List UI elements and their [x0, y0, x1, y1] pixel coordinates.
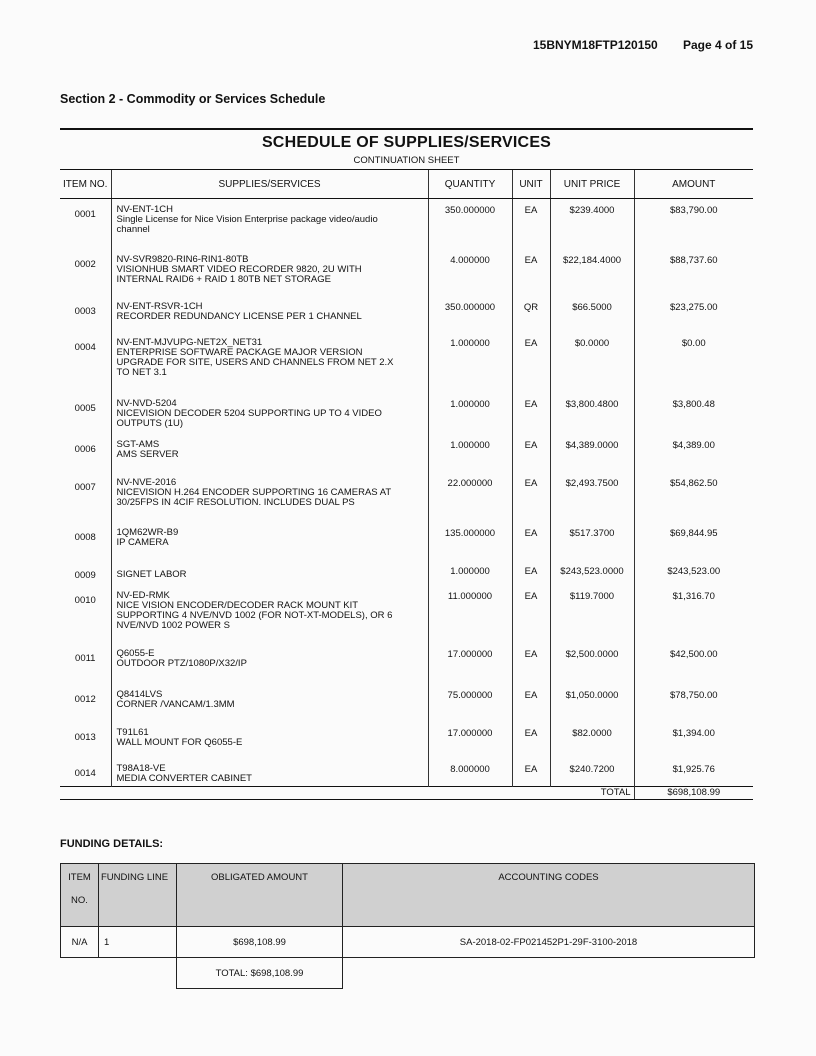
- item-quantity: 1.000000: [428, 560, 512, 585]
- item-unit: EA: [512, 758, 550, 787]
- document-number: 15BNYM18FTP120150: [533, 38, 658, 52]
- item-description: [111, 758, 428, 787]
- item-description: [111, 560, 428, 585]
- item-amount: $1,925.76: [634, 758, 753, 787]
- total-label: TOTAL: [550, 787, 634, 800]
- item-quantity: 1.000000: [428, 434, 512, 472]
- funding-line: 1: [99, 927, 177, 958]
- funding-header-row: [61, 864, 755, 927]
- funding-obligated-amount: $698,108.99: [177, 927, 343, 958]
- part-number: NV-ED-RMK: [116, 589, 170, 601]
- description-text: NICEVISION H.264 ENCODER SUPPORTING 16 CAMERAS AT 30/25FPS IN 4CIF RESOLUTION. INCLUDES DUAL PS: [116, 486, 392, 508]
- item-unit-price: $119.7000: [550, 585, 634, 643]
- part-number: NV-ENT-1CH: [116, 204, 173, 215]
- item-amount: $0.00: [634, 332, 753, 393]
- item-unit-price: $239.4000: [550, 199, 634, 249]
- description-text: ENTERPRISE SOFTWARE PACKAGE MAJOR VERSION UPGRADE FOR SITE, USERS AND CHANNELS FROM NET 2.X TO NET 3.1: [116, 346, 394, 378]
- total-row: [60, 787, 753, 800]
- table-row: [60, 522, 753, 560]
- item-description: [111, 199, 428, 249]
- description-text: CORNER /VANCAM/1.3MM: [116, 698, 235, 710]
- description-text: Single License for Nice Vision Enterprise package video/audio channel: [116, 214, 378, 235]
- item-description: [111, 722, 428, 758]
- item-unit: EA: [512, 393, 550, 434]
- supplies-table: [60, 169, 753, 800]
- item-amount: $4,389.00: [634, 434, 753, 472]
- item-unit: QR: [512, 296, 550, 332]
- item-description: [111, 296, 428, 332]
- item-unit: EA: [512, 434, 550, 472]
- description-text: VISIONHUB SMART VIDEO RECORDER 9820, 2U WITH INTERNAL RAID6 + RAID 1 80TB NET STORAGE: [116, 263, 362, 285]
- description-text: MEDIA CONVERTER CABINET: [116, 772, 252, 784]
- item-unit-price: $4,389.0000: [550, 434, 634, 472]
- item-unit: EA: [512, 472, 550, 522]
- item-description: [111, 522, 428, 560]
- table-row: [60, 199, 753, 249]
- item-unit-price: $243,523.0000: [550, 560, 634, 585]
- funding-accounting-code: SA-2018-02-FP021452P1-29F-3100-2018: [343, 927, 755, 958]
- item-quantity: 1.000000: [428, 393, 512, 434]
- item-number: 0013: [74, 731, 96, 743]
- item-unit-price: $1,050.0000: [550, 684, 634, 722]
- item-amount: $88,737.60: [634, 249, 753, 296]
- part-number: SIGNET LABOR: [116, 568, 187, 580]
- item-number: 0006: [74, 443, 96, 455]
- funding-header-line: FUNDING LINE: [99, 864, 177, 927]
- item-amount: $1,394.00: [634, 722, 753, 758]
- table-row: [60, 758, 753, 787]
- funding-header-obligated: OBLIGATED AMOUNT: [177, 864, 343, 927]
- part-number: Q8414LVS: [116, 688, 163, 700]
- item-quantity: 22.000000: [428, 472, 512, 522]
- part-number: SGT-AMS: [116, 438, 160, 450]
- table-row: [60, 472, 753, 522]
- item-unit-price: $22,184.4000: [550, 249, 634, 296]
- funding-table: [60, 863, 755, 989]
- item-unit-price: $3,800.4800: [550, 393, 634, 434]
- item-description: [111, 585, 428, 643]
- table-header-row: [60, 170, 753, 199]
- item-amount: $1,316.70: [634, 585, 753, 643]
- part-number: 1QM62WR-B9: [116, 526, 179, 538]
- description-text: NICE VISION ENCODER/DECODER RACK MOUNT KIT SUPPORTING 4 NVE/NVD 1002 (FOR NOT-XT-MODELS), OR 6 NVE/NVD 1002 POWER S: [116, 599, 393, 631]
- funding-row: [61, 927, 755, 958]
- item-quantity: 11.000000: [428, 585, 512, 643]
- item-unit-price: $240.7200: [550, 758, 634, 787]
- item-unit-price: $82.0000: [550, 722, 634, 758]
- item-quantity: 75.000000: [428, 684, 512, 722]
- item-quantity: 17.000000: [428, 722, 512, 758]
- description-text: RECORDER REDUNDANCY LICENSE PER 1 CHANNEL: [116, 310, 362, 322]
- section-title: Section 2 - Commodity or Services Schedule: [60, 92, 326, 106]
- item-amount: $243,523.00: [634, 560, 753, 585]
- table-row: [60, 722, 753, 758]
- page-number: Page 4 of 15: [683, 38, 754, 52]
- item-description: [111, 684, 428, 722]
- funding-total: TOTAL: $698,108.99: [177, 958, 343, 989]
- table-row: [60, 249, 753, 296]
- item-quantity: 17.000000: [428, 643, 512, 684]
- item-number: 0002: [74, 258, 96, 270]
- item-number: 0009: [74, 569, 96, 581]
- description-text: NICEVISION DECODER 5204 SUPPORTING UP TO 4 VIDEO OUTPUTS (1U): [116, 407, 382, 429]
- item-unit-price: $2,493.7500: [550, 472, 634, 522]
- item-description: [111, 332, 428, 393]
- funding-item: N/A: [61, 927, 99, 958]
- column-header: QUANTITY: [428, 170, 512, 199]
- item-number: 0011: [75, 652, 96, 664]
- table-row: [60, 434, 753, 472]
- item-description: [111, 434, 428, 472]
- description-text: WALL MOUNT FOR Q6055-E: [116, 736, 243, 748]
- item-number: 0003: [74, 305, 96, 317]
- table-row: [60, 332, 753, 393]
- item-number: 0014: [74, 767, 96, 779]
- item-description: [111, 393, 428, 434]
- table-row: [60, 393, 753, 434]
- item-amount: $23,275.00: [634, 296, 753, 332]
- item-quantity: 8.000000: [428, 758, 512, 787]
- item-number: 0001: [74, 209, 96, 220]
- item-number: 0005: [74, 402, 96, 414]
- table-row: [60, 585, 753, 643]
- part-number: NV-NVE-2016: [116, 476, 177, 488]
- item-unit-price: $517.3700: [550, 522, 634, 560]
- item-quantity: 4.000000: [428, 249, 512, 296]
- part-number: T91L61: [116, 726, 149, 738]
- item-quantity: 350.000000: [428, 199, 512, 249]
- item-unit: EA: [512, 522, 550, 560]
- item-amount: $78,750.00: [634, 684, 753, 722]
- schedule-title: SCHEDULE OF SUPPLIES/SERVICES: [261, 134, 552, 151]
- item-number: 0007: [74, 481, 96, 493]
- item-amount: $54,862.50: [634, 472, 753, 522]
- part-number: NV-ENT-RSVR-1CH: [116, 300, 203, 312]
- item-unit-price: $66.5000: [550, 296, 634, 332]
- item-unit: EA: [512, 332, 550, 393]
- table-row: [60, 560, 753, 585]
- item-unit-price: $2,500.0000: [550, 643, 634, 684]
- total-value: $698,108.99: [634, 787, 753, 800]
- part-number: NV-SVR9820-RIN6-RIN1-80TB: [116, 253, 249, 265]
- column-header: UNIT PRICE: [550, 170, 634, 199]
- item-amount: $69,844.95: [634, 522, 753, 560]
- item-number: 0004: [74, 341, 96, 353]
- schedule-subtitle: CONTINUATION SHEET: [353, 155, 460, 166]
- funding-details-title: FUNDING DETAILS:: [60, 838, 164, 850]
- part-number: Q6055-E: [116, 647, 155, 659]
- funding-total-row: [61, 958, 755, 989]
- item-unit: EA: [512, 249, 550, 296]
- item-quantity: 1.000000: [428, 332, 512, 393]
- item-description: [111, 249, 428, 296]
- column-header: UNIT: [512, 170, 550, 199]
- item-unit: EA: [512, 199, 550, 249]
- item-description: [111, 472, 428, 522]
- description-text: IP CAMERA: [116, 536, 169, 548]
- item-amount: $42,500.00: [634, 643, 753, 684]
- description-text: AMS SERVER: [116, 448, 179, 460]
- item-unit: EA: [512, 560, 550, 585]
- part-number: NV-NVD-5204: [116, 397, 177, 409]
- table-row: [60, 684, 753, 722]
- schedule-of-supplies: [60, 128, 753, 800]
- funding-header-accounting: ACCOUNTING CODES: [343, 864, 755, 927]
- part-number: T98A18-VE: [116, 762, 166, 774]
- item-quantity: 350.000000: [428, 296, 512, 332]
- item-amount: $3,800.48: [634, 393, 753, 434]
- column-header: ITEM NO.: [60, 170, 111, 199]
- item-number: 0012: [74, 693, 96, 705]
- item-unit-price: $0.0000: [550, 332, 634, 393]
- item-amount: $83,790.00: [634, 199, 753, 249]
- item-number: 0008: [74, 531, 96, 543]
- item-number: 0010: [74, 594, 96, 606]
- table-row: [60, 296, 753, 332]
- item-unit: EA: [512, 643, 550, 684]
- item-unit: EA: [512, 585, 550, 643]
- part-number: NV-ENT-MJVUPG-NET2X_NET31: [116, 336, 263, 348]
- item-quantity: 135.000000: [428, 522, 512, 560]
- column-header: SUPPLIES/SERVICES: [111, 170, 428, 199]
- column-header: AMOUNT: [634, 170, 753, 199]
- item-description: [111, 643, 428, 684]
- funding-header-item: ITEM NO.: [61, 864, 99, 927]
- item-unit: EA: [512, 684, 550, 722]
- description-text: OUTDOOR PTZ/1080P/X32/IP: [116, 657, 247, 669]
- table-row: [60, 643, 753, 684]
- item-unit: EA: [512, 722, 550, 758]
